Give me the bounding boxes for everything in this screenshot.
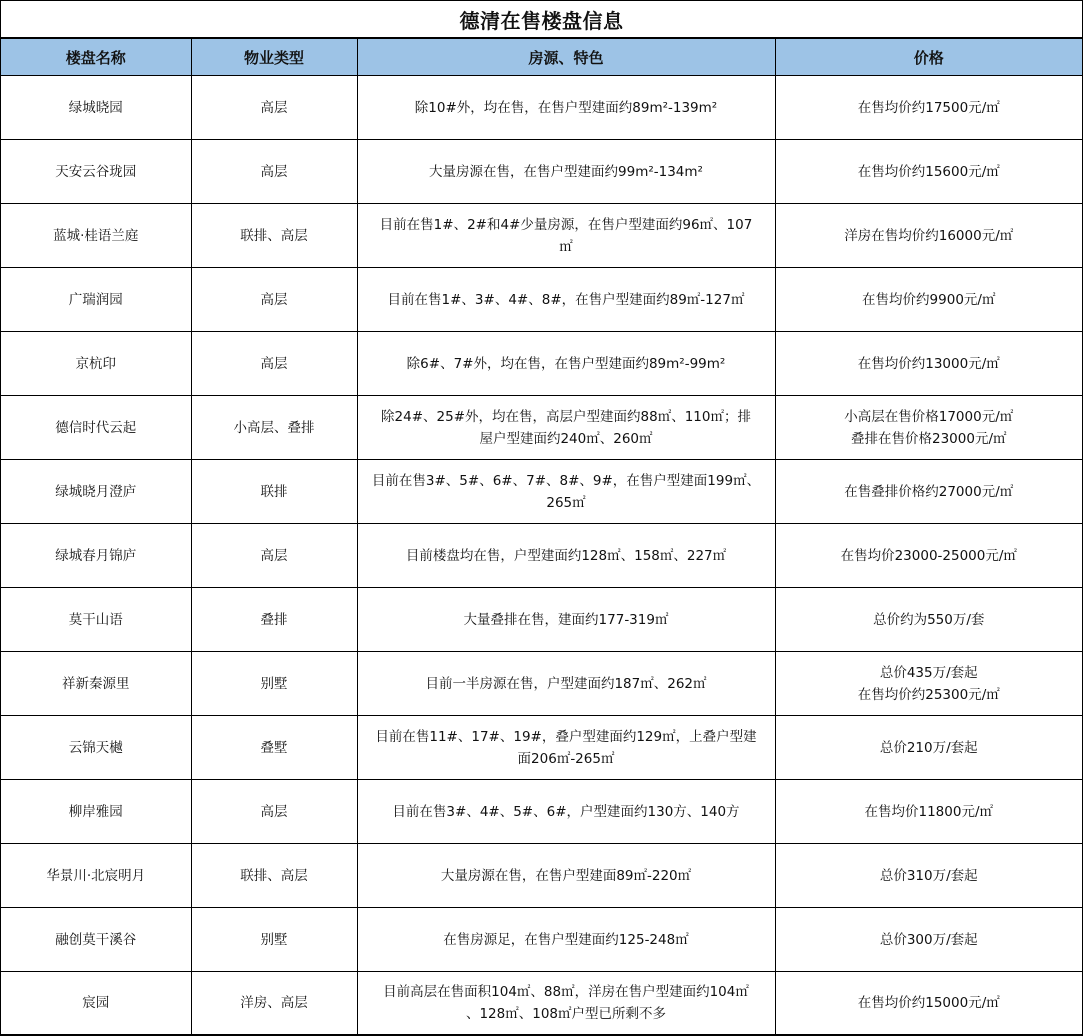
- cell-price: 在售均价约15000元/㎡: [775, 972, 1082, 1035]
- cell-features: 除6#、7#外，均在售，在售户型建面约89m²-99m²: [357, 332, 775, 396]
- cell-price: 在售均价约15600元/㎡: [775, 140, 1082, 204]
- cell-project-name: 绿城春月锦庐: [1, 524, 191, 588]
- cell-project-name: 祥新秦源里: [1, 652, 191, 716]
- cell-project-name: 宸园: [1, 972, 191, 1035]
- cell-features: 大量房源在售，在售户型建面89㎡-220㎡: [357, 844, 775, 908]
- page-title: 德清在售楼盘信息: [459, 8, 624, 33]
- cell-project-name: 柳岸雅园: [1, 780, 191, 844]
- table-row: [1, 332, 1082, 396]
- cell-price: 在售均价约17500元/㎡: [775, 76, 1082, 140]
- cell-property-type: 高层: [191, 780, 357, 844]
- title-bar: [1, 0, 1082, 38]
- header-features: 房源、特色: [357, 39, 775, 76]
- cell-property-type: 高层: [191, 332, 357, 396]
- cell-features: 大量叠排在售，建面约177-319㎡: [357, 588, 775, 652]
- cell-price: 在售均价约9900元/㎡: [775, 268, 1082, 332]
- table-header: [1, 39, 1082, 76]
- cell-project-name: 云锦天樾: [1, 716, 191, 780]
- cell-property-type: 别墅: [191, 908, 357, 972]
- cell-features: 目前一半房源在售，户型建面约187㎡、262㎡: [357, 652, 775, 716]
- cell-features: 目前高层在售面积104㎡、88㎡，洋房在售户型建面约104㎡ 、128㎡、108㎡户型已所剩不多: [357, 972, 775, 1035]
- cell-project-name: 绿城晓月澄庐: [1, 460, 191, 524]
- cell-price: 在售均价约13000元/㎡: [775, 332, 1082, 396]
- cell-project-name: 广瑞润园: [1, 268, 191, 332]
- cell-price: 洋房在售均价约16000元/㎡: [775, 204, 1082, 268]
- cell-features: 目前在售1#、3#、4#、8#，在售户型建面约89㎡-127㎡: [357, 268, 775, 332]
- cell-project-name: 京杭印: [1, 332, 191, 396]
- table-row: [1, 652, 1082, 716]
- table-row: [1, 76, 1082, 140]
- cell-features: 除24#、25#外，均在售，高层户型建面约88㎡、110㎡；排 屋户型建面约240㎡、260㎡: [357, 396, 775, 460]
- cell-features: 目前楼盘均在售，户型建面约128㎡、158㎡、227㎡: [357, 524, 775, 588]
- cell-price: 在售叠排价格约27000元/㎡: [775, 460, 1082, 524]
- cell-property-type: 联排: [191, 460, 357, 524]
- table-row: [1, 716, 1082, 780]
- cell-price: 在售均价11800元/㎡: [775, 780, 1082, 844]
- cell-property-type: 洋房、高层: [191, 972, 357, 1035]
- cell-features: 大量房源在售，在售户型建面约99m²-134m²: [357, 140, 775, 204]
- header-project-name: 楼盘名称: [1, 39, 191, 76]
- cell-features: 目前在售1#、2#和4#少量房源，在售户型建面约96㎡、107 ㎡: [357, 204, 775, 268]
- table-row: [1, 204, 1082, 268]
- cell-project-name: 蓝城·桂语兰庭: [1, 204, 191, 268]
- table-row: [1, 268, 1082, 332]
- cell-property-type: 别墅: [191, 652, 357, 716]
- cell-project-name: 莫干山语: [1, 588, 191, 652]
- table-row: [1, 396, 1082, 460]
- listings-table: [1, 38, 1082, 1035]
- table-row: [1, 140, 1082, 204]
- cell-property-type: 高层: [191, 140, 357, 204]
- cell-features: 目前在售3#、4#、5#、6#，户型建面约130方、140方: [357, 780, 775, 844]
- cell-price: 总价435万/套起 在售均价约25300元/㎡: [775, 652, 1082, 716]
- cell-price: 总价210万/套起: [775, 716, 1082, 780]
- cell-features: 除10#外，均在售，在售户型建面约89m²-139m²: [357, 76, 775, 140]
- cell-property-type: 叠排: [191, 588, 357, 652]
- cell-property-type: 联排、高层: [191, 204, 357, 268]
- cell-project-name: 德信时代云起: [1, 396, 191, 460]
- cell-property-type: 小高层、叠排: [191, 396, 357, 460]
- cell-features: 目前在售11#、17#、19#，叠户型建面约129㎡，上叠户型建 面206㎡-265㎡: [357, 716, 775, 780]
- cell-property-type: 联排、高层: [191, 844, 357, 908]
- cell-price: 总价约为550万/套: [775, 588, 1082, 652]
- cell-project-name: 天安云谷珑园: [1, 140, 191, 204]
- cell-property-type: 高层: [191, 524, 357, 588]
- cell-property-type: 叠墅: [191, 716, 357, 780]
- cell-project-name: 绿城晓园: [1, 76, 191, 140]
- cell-property-type: 高层: [191, 268, 357, 332]
- table-row: [1, 524, 1082, 588]
- table-row: [1, 908, 1082, 972]
- table-row: [1, 460, 1082, 524]
- cell-price: 在售均价23000-25000元/㎡: [775, 524, 1082, 588]
- table-row: [1, 588, 1082, 652]
- cell-features: 在售房源足，在售户型建面约125-248㎡: [357, 908, 775, 972]
- table-body: [1, 76, 1082, 1035]
- cell-project-name: 华景川·北宸明月: [1, 844, 191, 908]
- table-row: [1, 780, 1082, 844]
- header-property-type: 物业类型: [191, 39, 357, 76]
- header-price: 价格: [775, 39, 1082, 76]
- cell-project-name: 融创莫干溪谷: [1, 908, 191, 972]
- header-row: [1, 39, 1082, 76]
- cell-property-type: 高层: [191, 76, 357, 140]
- cell-price: 小高层在售价格17000元/㎡ 叠排在售价格23000元/㎡: [775, 396, 1082, 460]
- cell-price: 总价310万/套起: [775, 844, 1082, 908]
- cell-features: 目前在售3#、5#、6#、7#、8#、9#，在售户型建面199㎡、 265㎡: [357, 460, 775, 524]
- table-row: [1, 972, 1082, 1035]
- table-row: [1, 844, 1082, 908]
- cell-price: 总价300万/套起: [775, 908, 1082, 972]
